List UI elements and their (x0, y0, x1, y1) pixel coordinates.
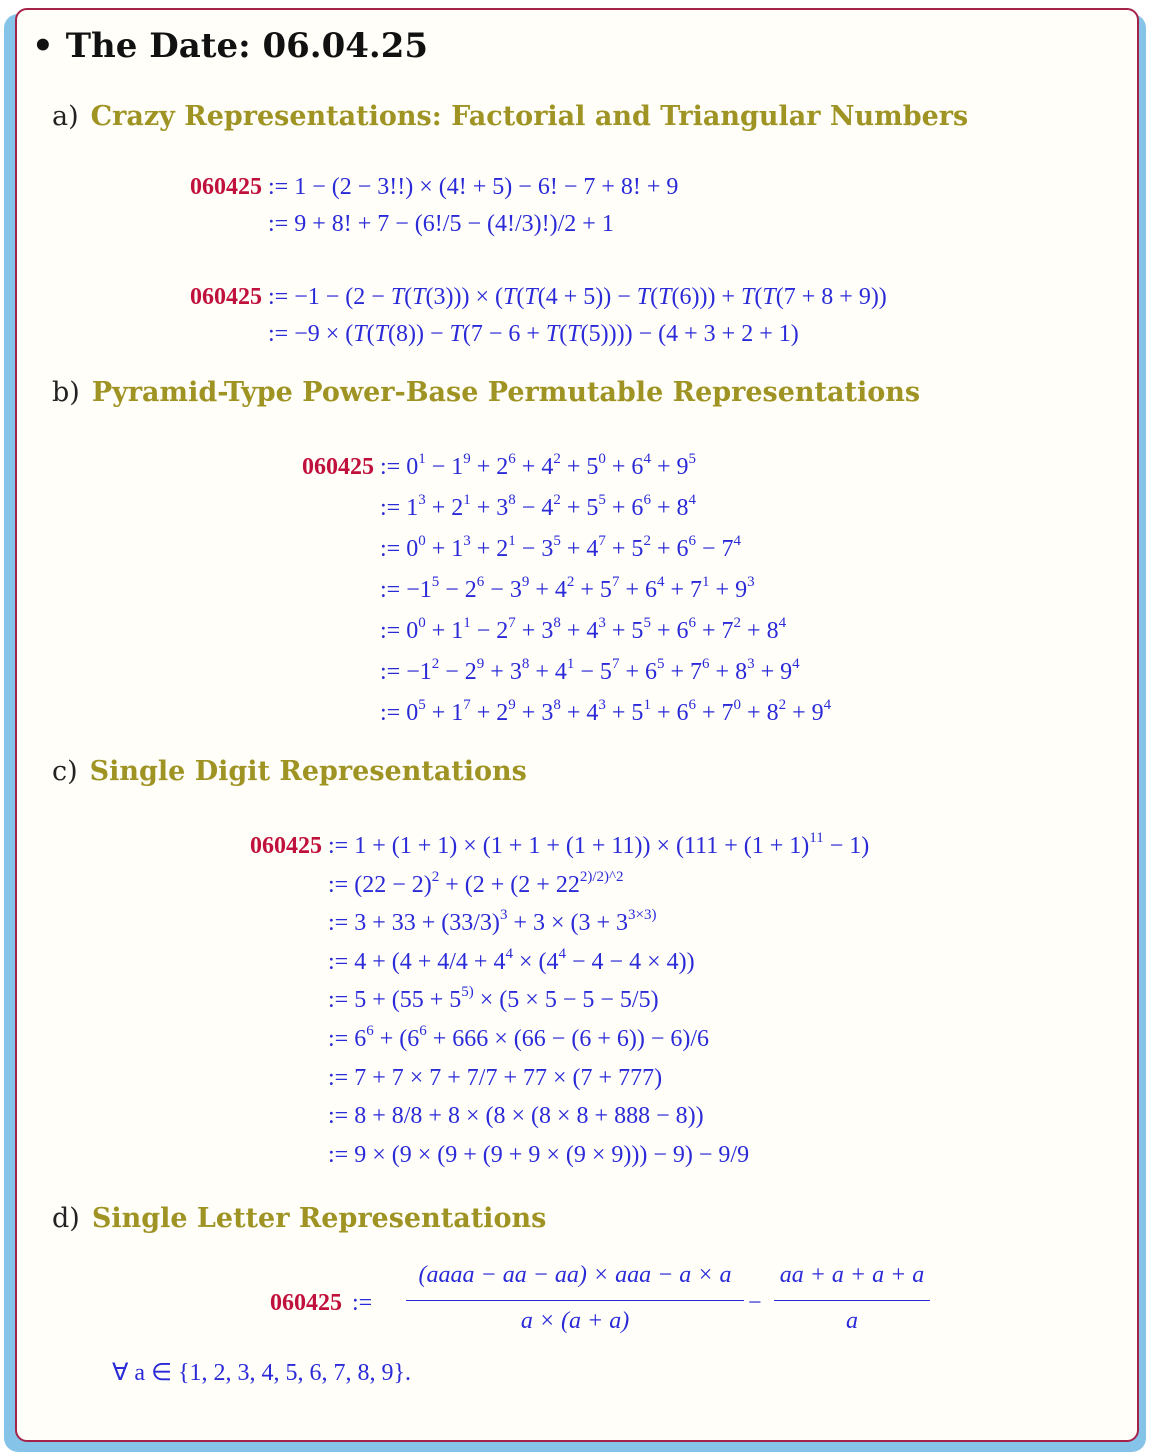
section-title: Crazy Representations: Factorial and Triangular Numbers (90, 101, 969, 132)
equation-line: := −9 × (T(T(8)) − T(7 − 6 + T(T(5)))) − (4 + 3 + 2 + 1) (268, 321, 799, 347)
fraction-bar (406, 1300, 744, 1301)
fraction-bar (774, 1300, 930, 1301)
section-marker: b) (52, 377, 80, 408)
section-marker: c) (52, 756, 78, 787)
section-title: Single Letter Representations (91, 1203, 547, 1234)
section-b-heading (52, 377, 920, 408)
section-d-heading (52, 1203, 546, 1234)
equation-label: 060425 (190, 174, 262, 200)
equation-line: := $(22 - 2)^2 + (2 + (2 + 22^{2)/2)\^{}2}$ (328, 868, 624, 898)
equation-line: := $0^1 - 1^9 + 2^6 + 4^2 + 5^0 + 6^4 + 9^5$ 060425 (302, 451, 696, 480)
equation-line: := $-1^5 - 2^6 - 3^9 + 4^2 + 5^7 + 6^4 + 7^1 + 9^3$ (380, 574, 755, 603)
equation-line: := $3 + 33 + (33/3)^3 + 3 \times (3 + 3^{3\times 3)}$ (328, 907, 657, 937)
fraction-denominator: a (846, 1308, 858, 1334)
minus-operator: − (748, 1290, 762, 1316)
assign-operator: := (352, 1290, 373, 1316)
equation-line: := 7 + 7 × 7 + 7/7 + 77 × (7 + 777) (328, 1064, 663, 1091)
equation-line: := $0^0 + 1^1 - 2^7 + 3^8 + 4^3 + 5^5 + 6^6 + 7^2 + 8^4$ (380, 615, 787, 644)
equation-line: := $-1^2 - 2^9 + 3^8 + 4^1 - 5^7 + 6^5 + 7^6 + 8^3 + 9^4$ (380, 656, 800, 685)
section-c-heading (52, 756, 527, 787)
section-title: Pyramid-Type Power-Base Permutable Representations (91, 377, 921, 408)
equation-line: := $5 + (55 + 5^{5)} \times (5 \times 5 - 5 - 5/5)$ (328, 984, 659, 1014)
equation-line: := 9 + 8! + 7 − (6!/5 − (4!/3)!)/2 + 1 (268, 211, 614, 237)
equation-line: := $0^5 + 1^7 + 2^9 + 3^8 + 4^3 + 5^1 + 6^6 + 7^0 + 8^2 + 9^4$ (380, 697, 832, 726)
equation-line: := 9 × (9 × (9 + (9 + 9 × (9 × 9))) − 9) − 9/9 (328, 1141, 750, 1168)
bullet-icon: • (32, 26, 54, 66)
page-title (32, 26, 428, 66)
equation-label: 060425 (250, 833, 322, 859)
equation-line: := $1 + (1 + 1) \times (1 + 1 + (1 + 11)) \times (111 + (1 + 1)^{11} - 1)$ 060425 (250, 830, 870, 859)
equation-line: := $4 + (4 + 4/4 + 4^4 \times (4^4 - 4 - 4 \times 4))$ (328, 945, 695, 975)
section-a-heading (52, 101, 968, 132)
equation-label: 060425 (190, 284, 262, 310)
fraction-numerator: aa + a + a + a (779, 1262, 925, 1288)
equation-line: := $1^3 + 2^1 + 3^8 - 4^2 + 5^5 + 6^6 + 8^4$ (380, 492, 696, 521)
section-marker: a) (52, 101, 79, 132)
equation-label: 060425 (302, 454, 374, 480)
section-marker: d) (52, 1203, 80, 1234)
equation-line: := −1 − (2 − T(T(3))) × (T(T(4 + 5)) − T(T(6))) + T(T(7 + 8 + 9)) 060425 (190, 284, 887, 310)
equation-line: := $6^6 + (6^6 + 666 \times (66 - (6 + 6)) - 6)/6$ (328, 1023, 710, 1052)
equation-label: 060425 (270, 1290, 342, 1316)
equation-line: := 8 + 8/8 + 8 × (8 × (8 × 8 + 888 − 8)) (328, 1103, 704, 1130)
equation-line: := 1 − (2 − 3!!) × (4! + 5) − 6! − 7 + 8! + 9 060425 (190, 174, 679, 200)
title-text: The Date: 06.04.25 (65, 26, 429, 66)
equation-line: := $0^0 + 1^3 + 2^1 - 3^5 + 4^7 + 5^2 + 6^6 - 7^4$ (380, 533, 742, 562)
fraction-numerator: (aaaa − aa − aa) × aaa − a × a (418, 1262, 732, 1288)
section-title: Single Digit Representations (89, 756, 527, 787)
for-all-statement: ∀ a ∈ {1, 2, 3, 4, 5, 6, 7, 8, 9}. (112, 1360, 412, 1386)
fraction-denominator: a × (a + a) (520, 1308, 630, 1334)
